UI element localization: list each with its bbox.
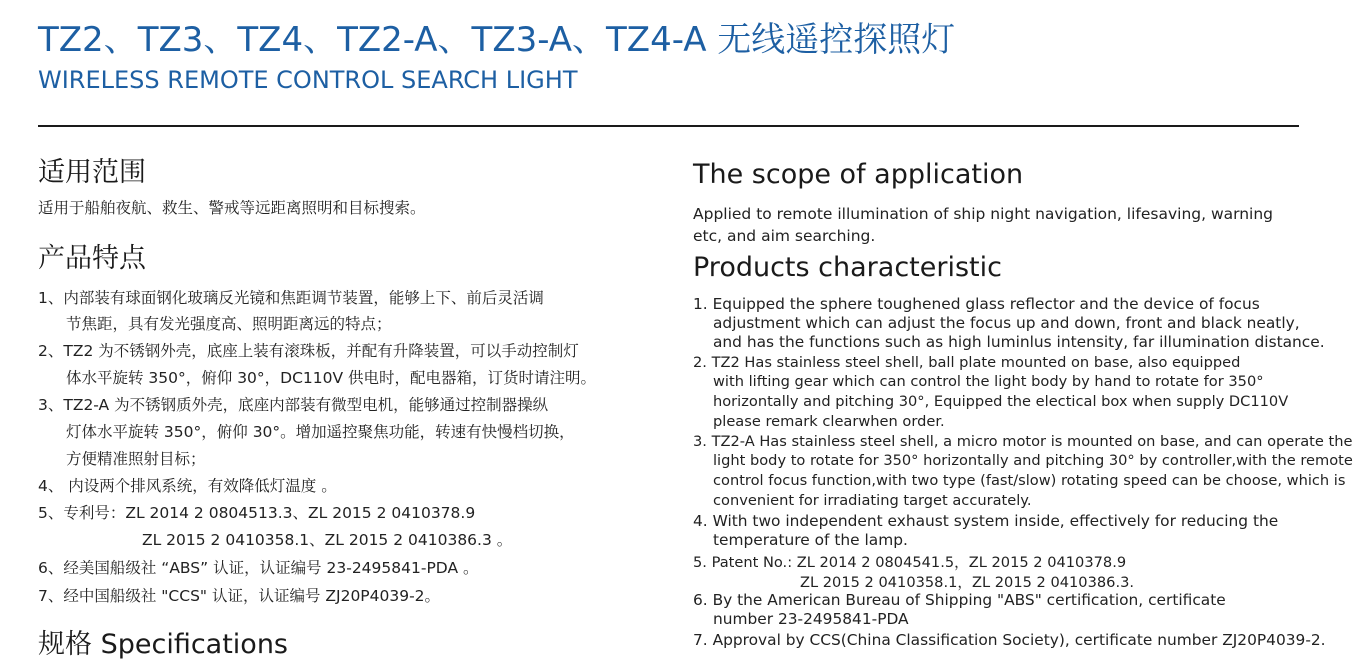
feature-line-cn: 方便精准照射目标； (66, 450, 206, 468)
feature-line-en: 1. Equipped the sphere toughened glass reflector and the device of focus (693, 295, 1260, 313)
feature-line-en: number 23-2495841-PDA (713, 610, 909, 628)
feature-line-cn: 5、专利号：ZL 2014 2 0804513.3、ZL 2015 2 0410378.9 (38, 504, 476, 522)
feature-line-cn: ZL 2015 2 0410358.1、ZL 2015 2 0410386.3 。 (142, 531, 513, 549)
feature-line-cn: 节焦距，具有发光强度高、照明距离远的特点； (66, 315, 392, 333)
scope-text-cn: 适用于船舶夜航、救生、警戒等远距离照明和目标搜索。 (38, 199, 426, 217)
feature-line-cn: 体水平旋转 350°，俯仰 30°，DC110V 供电时，配电器箱，订货时请注明。 (66, 369, 597, 387)
feature-line-en: 5. Patent No.: ZL 2014 2 0804541.5，ZL 2015 2 0410378.9 (693, 554, 1127, 571)
feature-line-en: light body to rotate for 350° horizontally and pitching 30° by controller,with the remote (713, 452, 1353, 469)
scope-text-en: Applied to remote illumination of ship night navigation, lifesaving, warning (693, 205, 1274, 223)
scope-text-en: etc, and aim searching. (693, 227, 876, 245)
feature-line-en: ZL 2015 2 0410358.1，ZL 2015 2 0410386.3. (800, 574, 1135, 591)
feature-line-en: control focus function,with two type (fast/slow) rotating speed can be choose, which is (713, 472, 1346, 489)
feature-line-cn: 6、经美国船级社 “ABS” 认证，认证编号 23-2495841-PDA 。 (38, 559, 479, 577)
feature-line-en: horizontally and pitching 30°, Equipped the electical box when supply DC110V (713, 393, 1289, 410)
feature-line-cn: 3、TZ2-A 为不锈钢质外壳，底座内部装有微型电机，能够通过控制器操纵 (38, 396, 549, 414)
feature-line-cn: 4、 内设两个排风系统，有效降低灯温度 。 (38, 477, 337, 495)
scope-heading-en: The scope of application (693, 159, 1024, 190)
specifications-heading: 规格 Specifications (38, 629, 289, 660)
header-divider (38, 125, 1299, 127)
feature-line-cn: 7、经中国船级社 "CCS" 认证，认证编号 ZJ20P4039-2。 (38, 587, 441, 605)
feature-line-en: temperature of the lamp. (713, 531, 908, 549)
feature-line-en: please remark clearwhen order. (713, 413, 945, 430)
page-title-en: WIRELESS REMOTE CONTROL SEARCH LIGHT (38, 66, 578, 94)
feature-line-en: and has the functions such as high luminlus intensity, far illumination distance. (713, 333, 1325, 351)
feature-line-cn: 灯体水平旋转 350°，俯仰 30°。增加遥控聚焦功能，转速有快慢档切换， (66, 423, 575, 441)
feature-line-en: with lifting gear which can control the light body by hand to rotate for 350° (713, 373, 1264, 390)
feature-line-en: 4. With two independent exhaust system inside, effectively for reducing the (693, 512, 1279, 530)
feature-line-cn: 1、内部装有球面钢化玻璃反光镜和焦距调节装置，能够上下、前后灵活调 (38, 289, 544, 307)
feature-line-en: 2. TZ2 Has stainless steel shell, ball plate mounted on base, also equipped (693, 354, 1241, 371)
features-heading-en: Products characteristic (693, 252, 1002, 283)
feature-line-en: 6. By the American Bureau of Shipping "ABS" certification, certificate (693, 591, 1226, 609)
scope-heading-cn: 适用范围 (38, 157, 146, 188)
feature-line-en: convenient for irradiating target accurately. (713, 492, 1032, 509)
feature-line-en: adjustment which can adjust the focus up and down, front and black neatly, (713, 314, 1300, 332)
feature-line-en: 3. TZ2-A Has stainless steel shell, a micro motor is mounted on base, and can operate the (693, 433, 1353, 450)
page-title-cn: TZ2、TZ3、TZ4、TZ2-A、TZ3-A、TZ4-A 无线遥控探照灯 (38, 20, 956, 60)
features-heading-cn: 产品特点 (38, 243, 146, 274)
feature-line-cn: 2、TZ2 为不锈钢外壳，底座上装有滚珠板，并配有升降装置，可以手动控制灯 (38, 342, 579, 360)
feature-line-en: 7. Approval by CCS(China Classification Society), certificate number ZJ20P4039-2. (693, 631, 1326, 649)
